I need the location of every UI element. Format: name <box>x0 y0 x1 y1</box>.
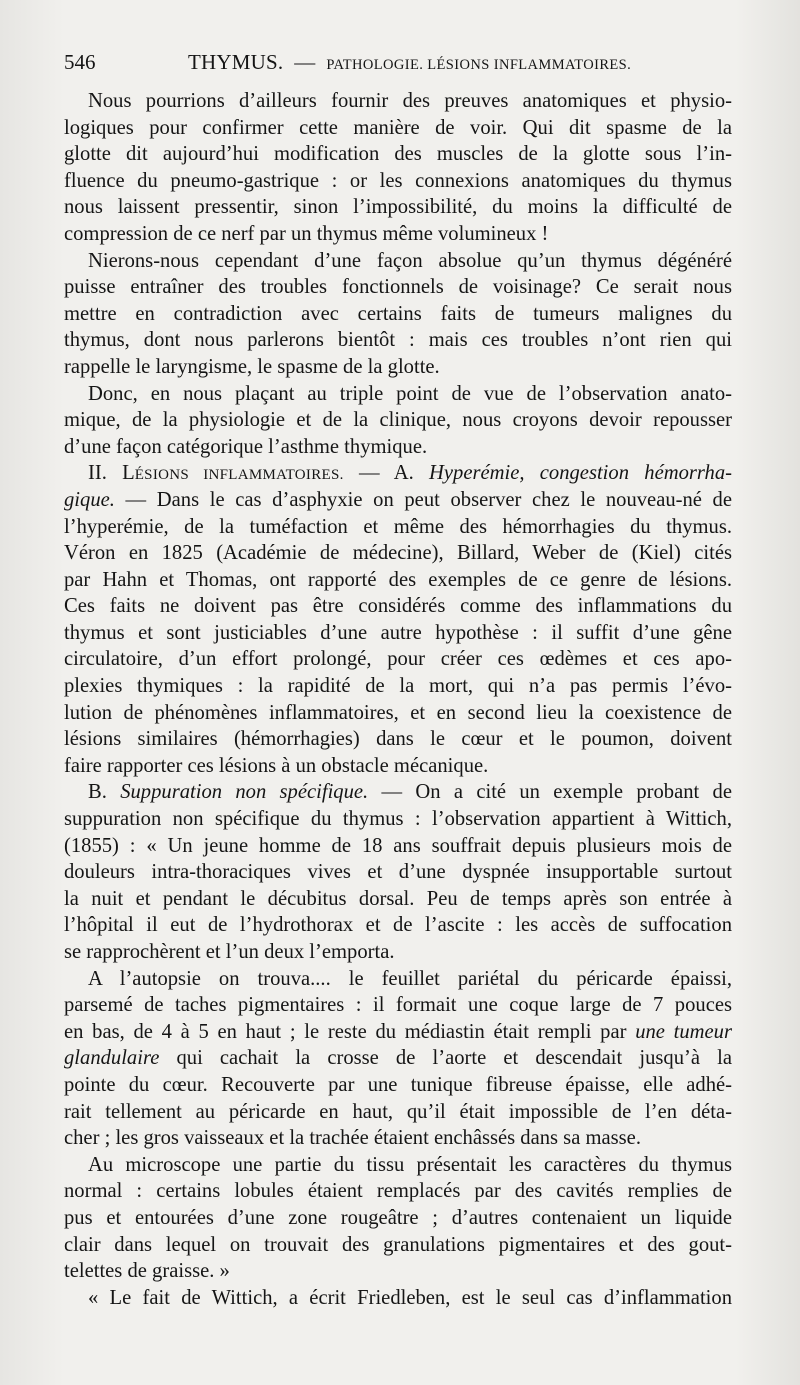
running-title: THYMUS. <box>188 50 284 74</box>
text-line: logiques pour confirmer cette manière de voir. Qui dit spasme de la <box>64 116 732 139</box>
text-line: Au microscope une partie du tissu présentait les caractères du thymus <box>88 1153 732 1176</box>
text-line: pus et entourées d’une zone rougeâtre ; d’autres contenaient un liquide <box>64 1206 732 1229</box>
text-line: compression de ce nerf par un thymus même volumineux ! <box>64 222 549 245</box>
text-line: rait tellement au péricarde en haut, qu’il était impossible de l’en déta- <box>64 1100 732 1123</box>
body-text <box>64 88 732 1311</box>
text-line: clair dans lequel on trouvait des granulations pigmentaires et des gout- <box>64 1233 732 1256</box>
page-header <box>64 50 744 80</box>
subsection-title: Hyperémie, congestion hémorrha- <box>429 462 732 485</box>
text-line: fluence du pneumo-gastrique : or les connexions anatomiques du thymus <box>64 169 732 192</box>
text-line: parsemé de taches pigmentaires : il formait une coque large de 7 pouces <box>64 994 732 1017</box>
text-line <box>64 1019 732 1046</box>
text-line: l’hyperémie, de la tuméfaction et même des hémorrhagies du thymus. <box>64 515 732 538</box>
text-line: (1855) : « Un jeune homme de 18 ans souffrait depuis plusieurs mois de <box>64 834 732 857</box>
text-line: lésions similaires (hémorrhagies) dans le cœur et le poumon, doivent <box>64 728 732 751</box>
text-line: Véron en 1825 (Académie de médecine), Billard, Weber de (Kiel) cités <box>64 542 732 565</box>
text-line: glotte dit aujourd’hui modification des muscles de la glotte sous l’in- <box>64 143 732 166</box>
text-line: puisse entraîner des troubles fonctionnels de voisinage? Ce serait nous <box>64 276 732 299</box>
text-line: Ces faits ne doivent pas être considérés comme des inflammations du <box>64 595 732 618</box>
text-line: nous laissent pressentir, sinon l’impossibilité, du moins la difficulté de <box>64 196 732 219</box>
text-line: telettes de graisse. » <box>64 1260 230 1283</box>
running-separator: — <box>294 50 316 74</box>
subsection-title-end: gique. <box>64 488 115 511</box>
section-number: II. L <box>88 462 135 485</box>
text-run: — On a cité un exemple probant de <box>368 781 732 804</box>
section-title-smallcaps: ÉSIONS INFLAMMATOIRES. <box>134 467 344 484</box>
text-line: mettre en contradiction avec certains faits de tumeurs malignes du <box>64 302 732 325</box>
text-run: en bas, de 4 à 5 en haut ; le reste du médiastin était rempli par <box>64 1020 636 1043</box>
text-line: la nuit et pendant le décubitus dorsal. Peu de temps après son entrée à <box>64 887 732 910</box>
text-line: faire rapporter ces lésions à un obstacle mécanique. <box>64 754 489 777</box>
text-line: thymus, dont nous parlerons bientôt : mais ces troubles n’ont rien qui <box>64 329 732 352</box>
text-run: qui cachait la crosse de l’aorte et descendait jusqu’à la <box>159 1047 732 1070</box>
text-line: cher ; les gros vaisseaux et la trachée étaient enchâssés dans sa masse. <box>64 1127 641 1150</box>
section-heading-line <box>64 460 732 487</box>
text-run: — Dans le cas d’asphyxie on peut observer chez le nouveau-né de <box>114 488 732 511</box>
text-line: l’hôpital il eut de l’hydrothorax et de l’ascite : les accès de suffocation <box>64 914 732 937</box>
text-line: lution de phénomènes inflammatoires, et en second lieu la coexistence de <box>64 701 732 724</box>
text-line: normal : certains lobules étaient remplacés par des cavités remplies de <box>64 1180 732 1203</box>
text-line: circulatoire, d’un effort prolongé, pour créer ces œdèmes et ces apo- <box>64 648 732 671</box>
text-line: Nous pourrions d’ailleurs fournir des preuves anatomiques et physio- <box>88 90 732 112</box>
text-line: rappelle le laryngisme, le spasme de la glotte. <box>64 355 440 378</box>
italic-run: une tumeur <box>635 1020 732 1043</box>
page-number: 546 <box>64 50 96 74</box>
text-line: se rapprochèrent et l’un deux l’emporta. <box>64 941 395 963</box>
text-line: Donc, en nous plaçant au triple point de vue de l’observation anato- <box>88 382 732 405</box>
text-line: pointe du cœur. Recouverte par une tunique fibreuse épaisse, elle adhé- <box>64 1073 732 1096</box>
text-line: d’une façon catégorique l’asthme thymique. <box>64 435 428 458</box>
text-line: A l’autopsie on trouva.... le feuillet pariétal du péricarde épaissi, <box>88 967 732 990</box>
text-line: « Le fait de Wittich, a écrit Friedleben, est le seul cas d’inflammation <box>88 1286 732 1309</box>
italic-run: glandulaire <box>64 1047 160 1070</box>
subsection-letter: B. <box>88 781 121 804</box>
text-line: mique, de la physiologie et de la clinique, nous croyons devoir repousser <box>64 409 732 432</box>
text-line: plexies thymiques : la rapidité de la mort, qui n’a pas permis l’évo- <box>64 675 732 698</box>
text-line: par Hahn et Thomas, ont rapporté des exemples de ce genre de lésions. <box>64 568 732 591</box>
text-line: douleurs intra-thoraciques vives et d’une dyspnée insupportable surtout <box>64 861 732 884</box>
running-subtitle: PATHOLOGIE. LÉSIONS INFLAMMATOIRES. <box>326 57 632 73</box>
text-line <box>64 1045 732 1072</box>
text-line: suppuration non spécifique du thymus : l’observation appartient à Wittich, <box>64 808 732 831</box>
text-line: Nierons-nous cependant d’une façon absolue qu’un thymus dégénéré <box>88 249 732 272</box>
section-dash: — A. <box>343 462 430 485</box>
subsection-title: Suppuration non spécifique. <box>120 781 369 804</box>
subsection-heading-line <box>64 779 732 806</box>
text-line: thymus et sont justiciables d’une autre hypothèse : il suffit d’une gêne <box>64 621 732 644</box>
text-line <box>64 487 732 514</box>
running-head <box>188 50 631 75</box>
